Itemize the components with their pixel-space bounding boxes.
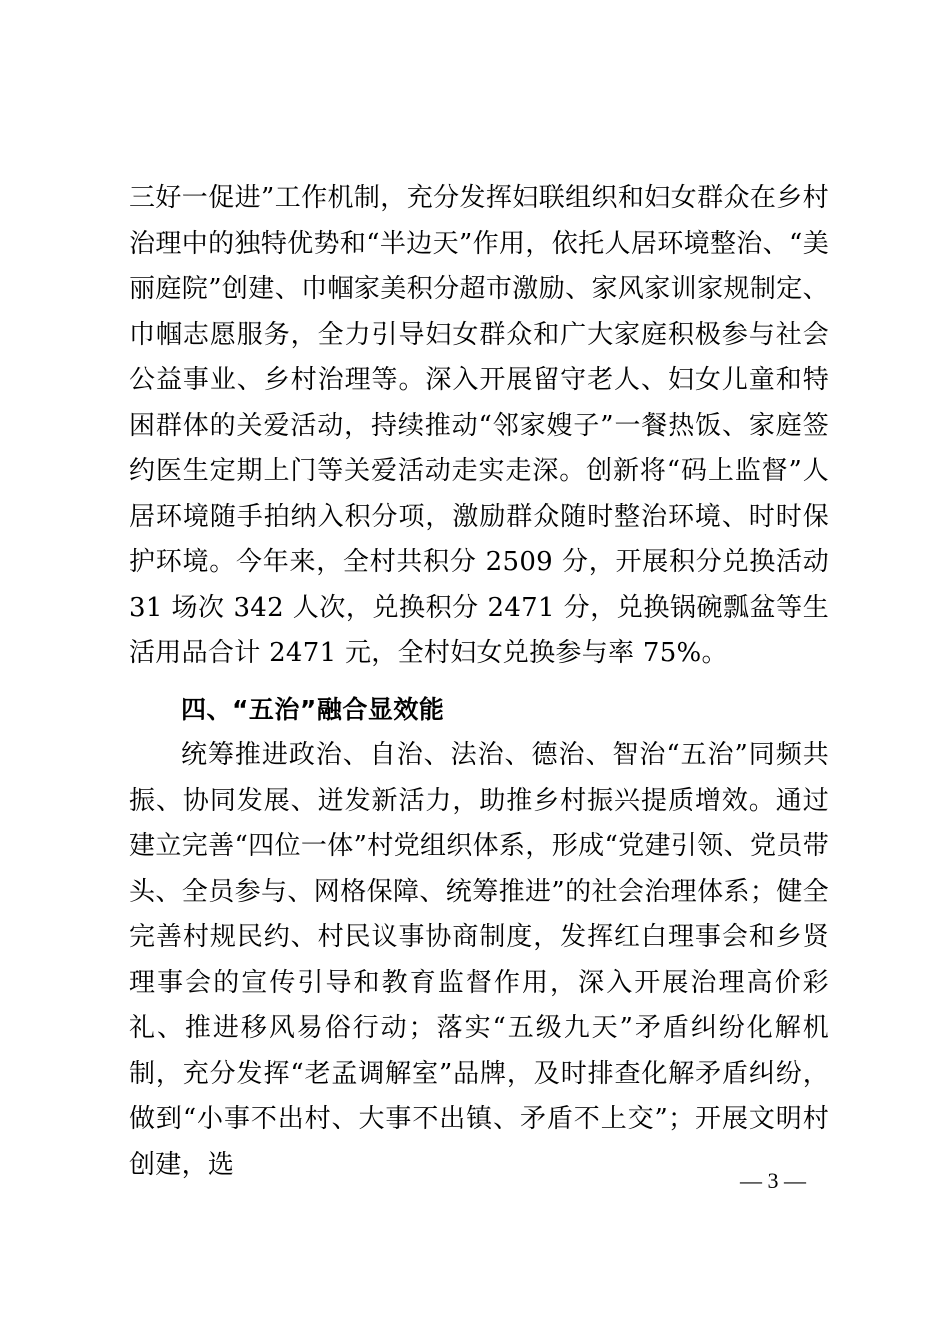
section-heading-five-governance: 四、“五治”融合显效能 xyxy=(181,695,445,724)
paragraph-women-federation-work: 三好一促进”工作机制，充分发挥妇联组织和妇女群众在乡村治理中的独特优势和“半边天”作用，依托人居环境整治、“美丽庭院”创建、巾帼家美积分超市激励、家风家训家规制定、巾帼志愿服务，全力引导妇女群众和广大家庭积极参与社会公益事业、乡村治理等。深入开展留守老人、妇女儿童和特困群体的关爱活动，持续推动“邻家嫂子”一餐热饭、家庭签约医生定期上门等关爱活动走实走深。创新将“码上监督”人居环境随手拍纳入积分项，激励群众随时整治环境、时时保护环境。今年来，全村共积分 2509 分，开展积分兑换活动 31 场次 342 人次，兑换积分 2471 分，兑换锅碗瓢盆等生活用品合计 2471 元，全村妇女兑换参与率 75%。 xyxy=(129,183,829,668)
page-number: — 3 — xyxy=(740,1168,806,1193)
paragraph-five-governance: 统筹推进政治、自治、法治、德治、智治“五治”同频共振、协同发展、迸发新活力，助推乡村振兴提质增效。通过建立完善“四位一体”村党组织体系，形成“党建引领、党员带头、全员参与、网格保障、统筹推进”的社会治理体系；健全完善村规民约、村民议事协商制度，发挥红白理事会和乡贤理事会的宣传引导和教育监督作用，深入开展治理高价彩礼、推进移风易俗行动；落实“五级九天”矛盾纠纷化解机制，充分发挥“老孟调解室”品牌，及时排查化解矛盾纠纷，做到“小事不出村、大事不出镇、矛盾不上交”；开展文明村创建，选 xyxy=(129,740,829,1180)
